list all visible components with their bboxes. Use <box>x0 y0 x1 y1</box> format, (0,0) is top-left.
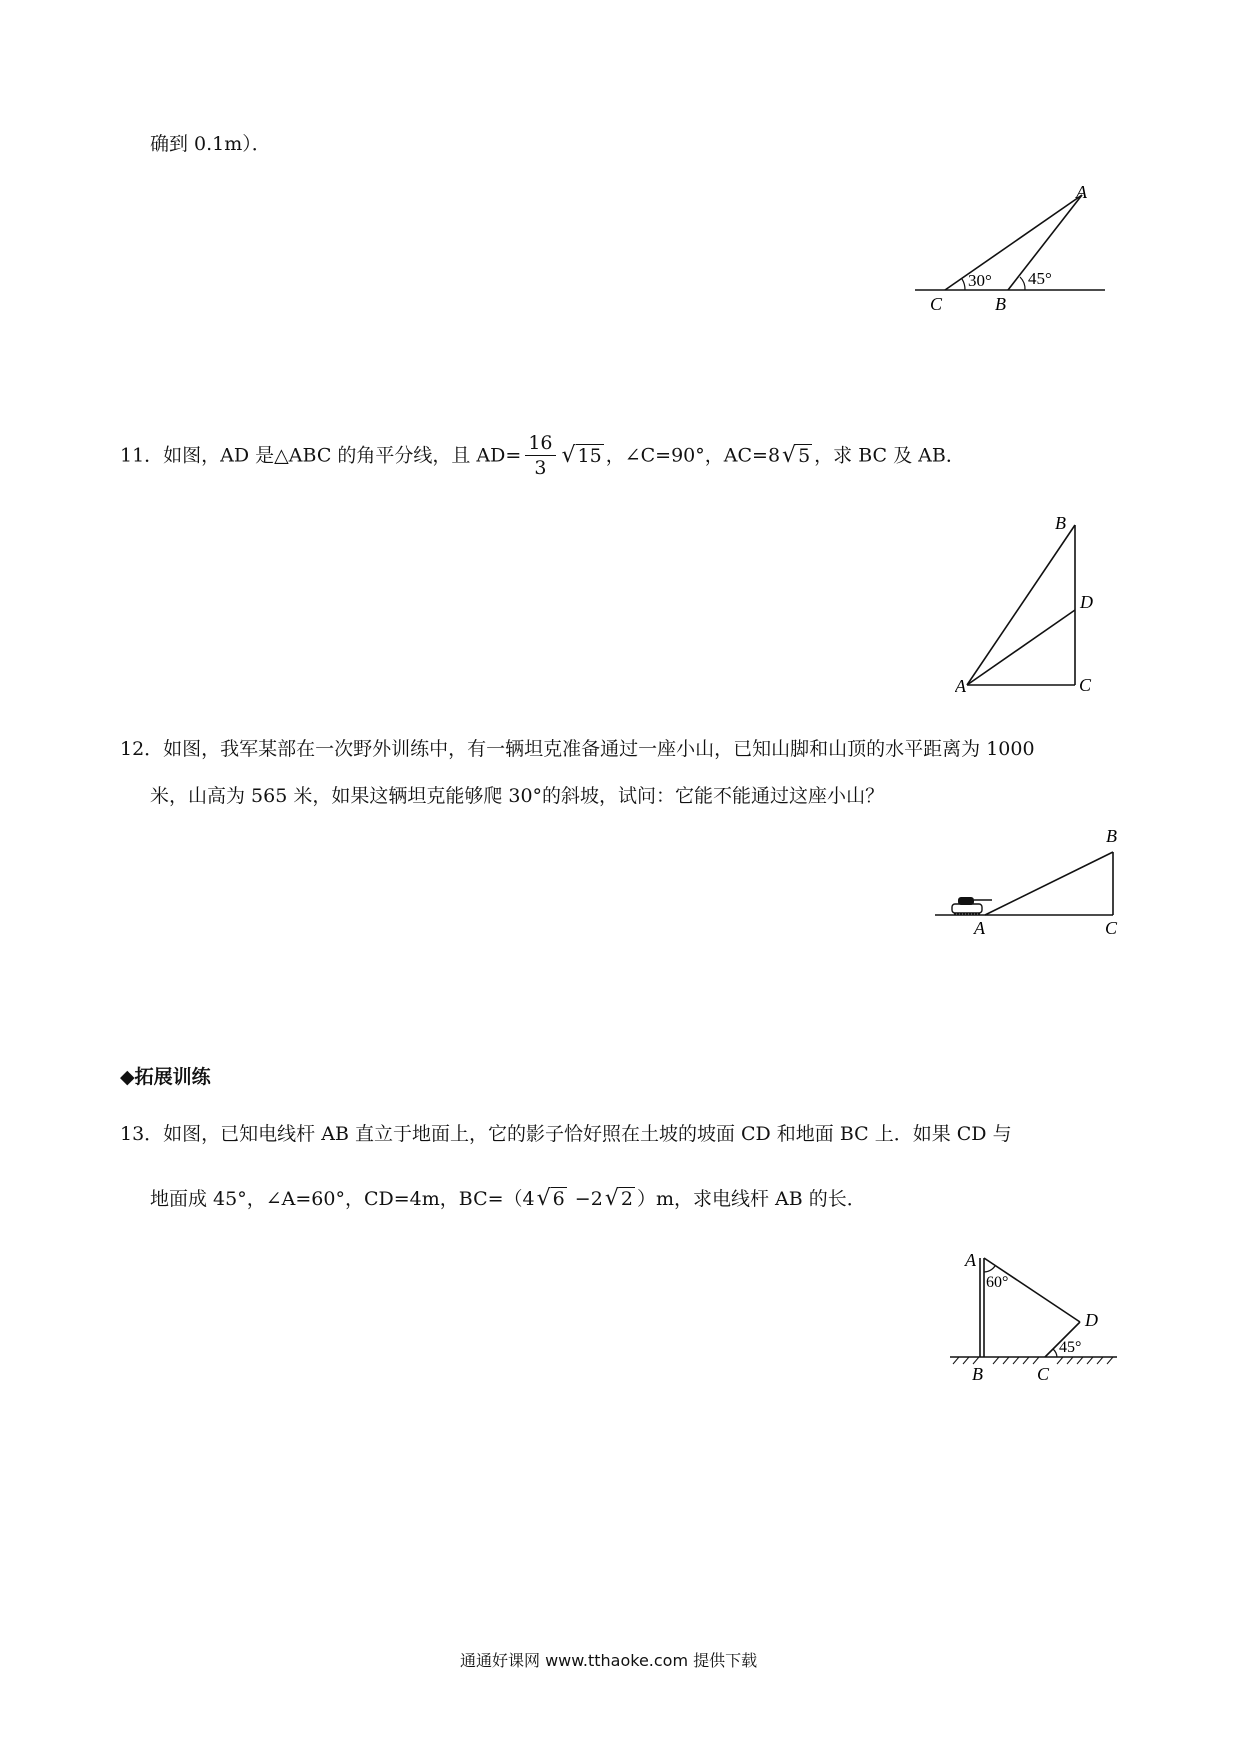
label-c: C <box>930 294 943 310</box>
q11-text <box>120 434 965 478</box>
label-c: C <box>1079 675 1092 695</box>
q13-sqrt-b: √ 2 <box>604 1186 633 1211</box>
figure-q10 <box>910 180 1130 310</box>
q12-line1: 12．如图，我军某部在一次野外训练中，有一辆坦克准备通过一座小山，已知山脚和山顶的水平距离为 1000 <box>120 738 1035 760</box>
q11-sqrt1: √ 15 <box>561 443 602 468</box>
q11-sqrt2-arg: 5 <box>798 445 811 467</box>
q12-line2: 米，山高为 565 米，如果这辆坦克能够爬 30°的斜坡，试问：它能不能通过这座小山？ <box>150 785 885 807</box>
q11-sqrt1-arg: 15 <box>577 445 602 467</box>
label-a: A <box>965 1250 976 1270</box>
page-footer: 通通好课网 www.tthaoke.com 提供下载 <box>460 1651 758 1670</box>
q11-suffix: ，求 BC 及 AB． <box>814 444 965 467</box>
q13-sqrt-a: √ 6 <box>536 1186 565 1211</box>
tank-icon <box>952 897 992 914</box>
q13-minus: −2 <box>574 1188 603 1210</box>
label-a: A <box>974 918 985 937</box>
label-a: A <box>955 676 966 695</box>
label-d: D <box>1080 592 1093 612</box>
angle-45: 45° <box>1059 1339 1082 1356</box>
q13-line2 <box>150 1188 866 1210</box>
label-a: A <box>1076 182 1087 202</box>
label-c: C <box>1037 1364 1050 1384</box>
figure-q13 <box>945 1240 1125 1390</box>
label-b: B <box>972 1364 983 1384</box>
label-b: B <box>1106 826 1117 846</box>
section-title: ◆拓展训练 <box>120 1066 211 1088</box>
q11-sqrt2: √ 5 <box>782 443 811 468</box>
q11-fraction <box>525 434 555 478</box>
q13-suffix: ）m，求电线杆 AB 的长． <box>636 1188 866 1210</box>
q11-mid: ，∠C=90°，AC=8 <box>605 444 781 467</box>
q13-sqrt-a-arg: 6 <box>552 1188 565 1210</box>
q13-sqrt-b-arg: 2 <box>620 1188 633 1210</box>
label-d: D <box>1085 1310 1098 1330</box>
figure-q11 <box>955 515 1125 695</box>
label-c: C <box>1105 918 1118 937</box>
label-b: B <box>1055 515 1066 533</box>
q11-frac-den: 3 <box>534 457 547 479</box>
angle-45: 45° <box>1028 269 1052 288</box>
angle-30: 30° <box>968 271 992 290</box>
label-b: B <box>995 294 1006 310</box>
q11-prefix: 11．如图，AD 是△ABC 的角平分线，且 AD= <box>120 444 522 467</box>
angle-60: 60° <box>986 1274 1009 1291</box>
q13-prefix: 地面成 45°，∠A=60°，CD=4m，BC=（4 <box>150 1188 535 1210</box>
q10-text: 确到 0.1m）． <box>150 133 271 155</box>
q11-frac-num: 16 <box>525 434 555 456</box>
figure-q12 <box>930 822 1130 937</box>
q13-line1: 13．如图，已知电线杆 AB 直立于地面上，它的影子恰好照在土坡的坡面 CD 和地面 BC 上．如果 CD 与 <box>120 1123 1012 1145</box>
